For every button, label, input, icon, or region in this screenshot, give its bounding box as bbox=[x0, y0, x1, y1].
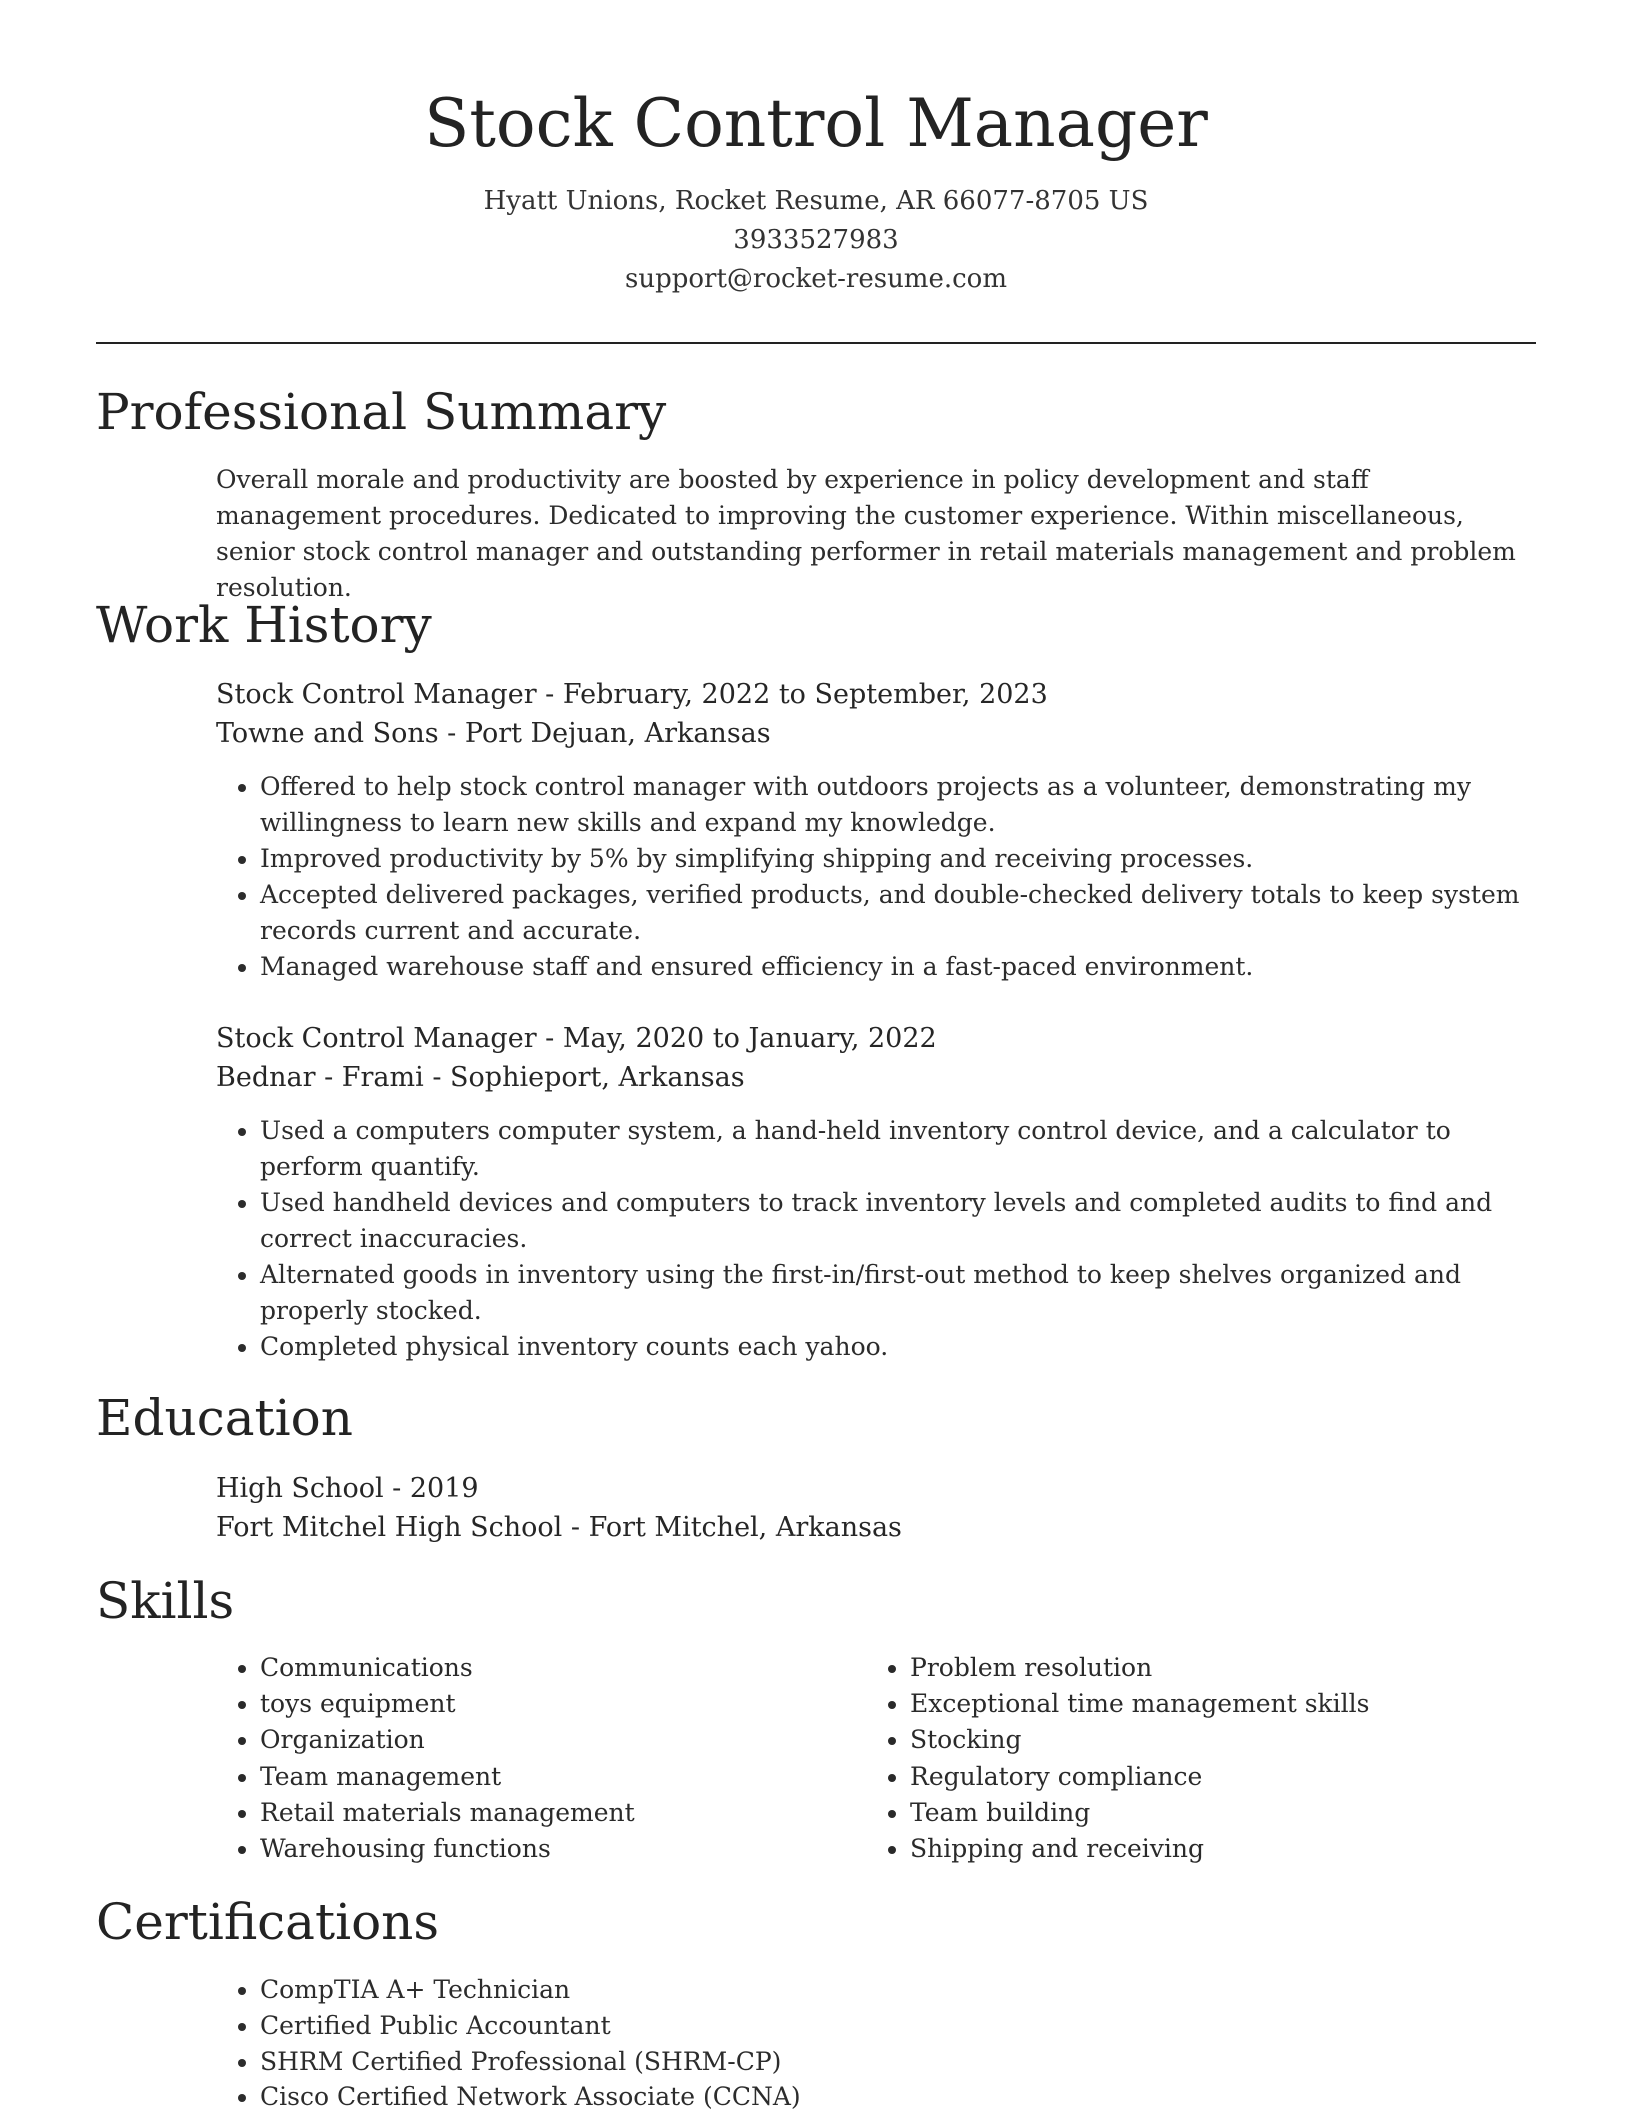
list-item: • Shipping and receiving bbox=[910, 1831, 1516, 1867]
list-item: • SHRM Certified Professional (SHRM-CP) bbox=[260, 2044, 1536, 2080]
list-item: • Stocking bbox=[910, 1722, 1516, 1758]
contact-address: Hyatt Unions, Rocket Resume, AR 66077-8705 US bbox=[483, 186, 1149, 216]
certifications-heading: Certifications bbox=[96, 1893, 440, 1951]
header-divider bbox=[96, 342, 1536, 344]
education-degree: High School - 2019 bbox=[216, 1473, 479, 1504]
resume-header bbox=[96, 80, 1536, 299]
candidate-name: Stock Control Manager bbox=[424, 85, 1208, 162]
list-item: • Team management bbox=[260, 1759, 866, 1795]
list-item: • Team building bbox=[910, 1795, 1516, 1831]
list-item: • Used a computers computer system, a hand-held inventory control device, and a calculator to perform quantify. bbox=[260, 1113, 1536, 1185]
job-company-line: Towne and Sons - Port Dejuan, Arkansas bbox=[216, 718, 771, 749]
list-item: • Organization bbox=[260, 1722, 866, 1758]
job-entry bbox=[216, 675, 1536, 985]
certifications-entry bbox=[216, 1972, 1536, 2115]
list-item: • toys equipment bbox=[260, 1686, 866, 1722]
list-item: • Retail materials management bbox=[260, 1795, 866, 1831]
list-item: • Offered to help stock control manager with outdoors projects as a volunteer, demonstrating my willingness to learn new skills and expand my knowledge. bbox=[260, 769, 1536, 841]
education-heading: Education bbox=[96, 1389, 353, 1447]
list-item: • Problem resolution bbox=[910, 1650, 1516, 1686]
certifications-list bbox=[216, 1972, 1536, 2115]
contact-phone: 3933527983 bbox=[733, 225, 899, 255]
list-item: • Communications bbox=[260, 1650, 866, 1686]
job-title-line: Stock Control Manager - May, 2020 to January, 2022 bbox=[216, 1023, 937, 1054]
contact-email: support@rocket-resume.com bbox=[624, 264, 1007, 294]
skills-column-left bbox=[216, 1650, 866, 1867]
job-entry bbox=[216, 1019, 1536, 1365]
summary-heading: Professional Summary bbox=[96, 383, 667, 441]
list-item: • Accepted delivered packages, verified products, and double-checked delivery totals to keep system records current and accurate. bbox=[260, 877, 1536, 949]
list-item: • Warehousing functions bbox=[260, 1831, 866, 1867]
list-item: • Exceptional time management skills bbox=[910, 1686, 1516, 1722]
job-company-line: Bednar - Frami - Sophieport, Arkansas bbox=[216, 1062, 745, 1093]
list-item: • Used handheld devices and computers to track inventory levels and completed audits to find and correct inaccuracies. bbox=[260, 1185, 1536, 1257]
list-item: • Improved productivity by 5% by simplifying shipping and receiving processes. bbox=[260, 841, 1536, 877]
list-item: • Alternated goods in inventory using the first-in/first-out method to keep shelves organized and properly stocked. bbox=[260, 1257, 1536, 1329]
job-title-line: Stock Control Manager - February, 2022 to September, 2023 bbox=[216, 679, 1048, 710]
education-entry bbox=[216, 1469, 1536, 1547]
skills-list bbox=[216, 1650, 1536, 1867]
list-item: • Completed physical inventory counts each yahoo. bbox=[260, 1329, 1536, 1365]
list-item: • Cisco Certified Network Associate (CCNA) bbox=[260, 2079, 1536, 2115]
work-history-heading: Work History bbox=[96, 596, 432, 654]
education-school: Fort Mitchel High School - Fort Mitchel, Arkansas bbox=[216, 1512, 902, 1543]
job-bullets bbox=[216, 1113, 1536, 1365]
summary-text: Overall morale and productivity are boosted by experience in policy development and staff management procedures. Dedicated to improving the customer experience. Within miscellaneous, senior stock control manager and outstanding performer in retail materials management and problem resolution. bbox=[216, 465, 1516, 602]
list-item: • Certified Public Accountant bbox=[260, 2008, 1536, 2044]
skills-column-right bbox=[866, 1650, 1516, 1867]
list-item: • Managed warehouse staff and ensured efficiency in a fast-paced environment. bbox=[260, 949, 1536, 985]
list-item: • CompTIA A+ Technician bbox=[260, 1972, 1536, 2008]
job-bullets bbox=[216, 769, 1536, 985]
list-item: • Regulatory compliance bbox=[910, 1759, 1516, 1795]
skills-heading: Skills bbox=[96, 1572, 235, 1630]
